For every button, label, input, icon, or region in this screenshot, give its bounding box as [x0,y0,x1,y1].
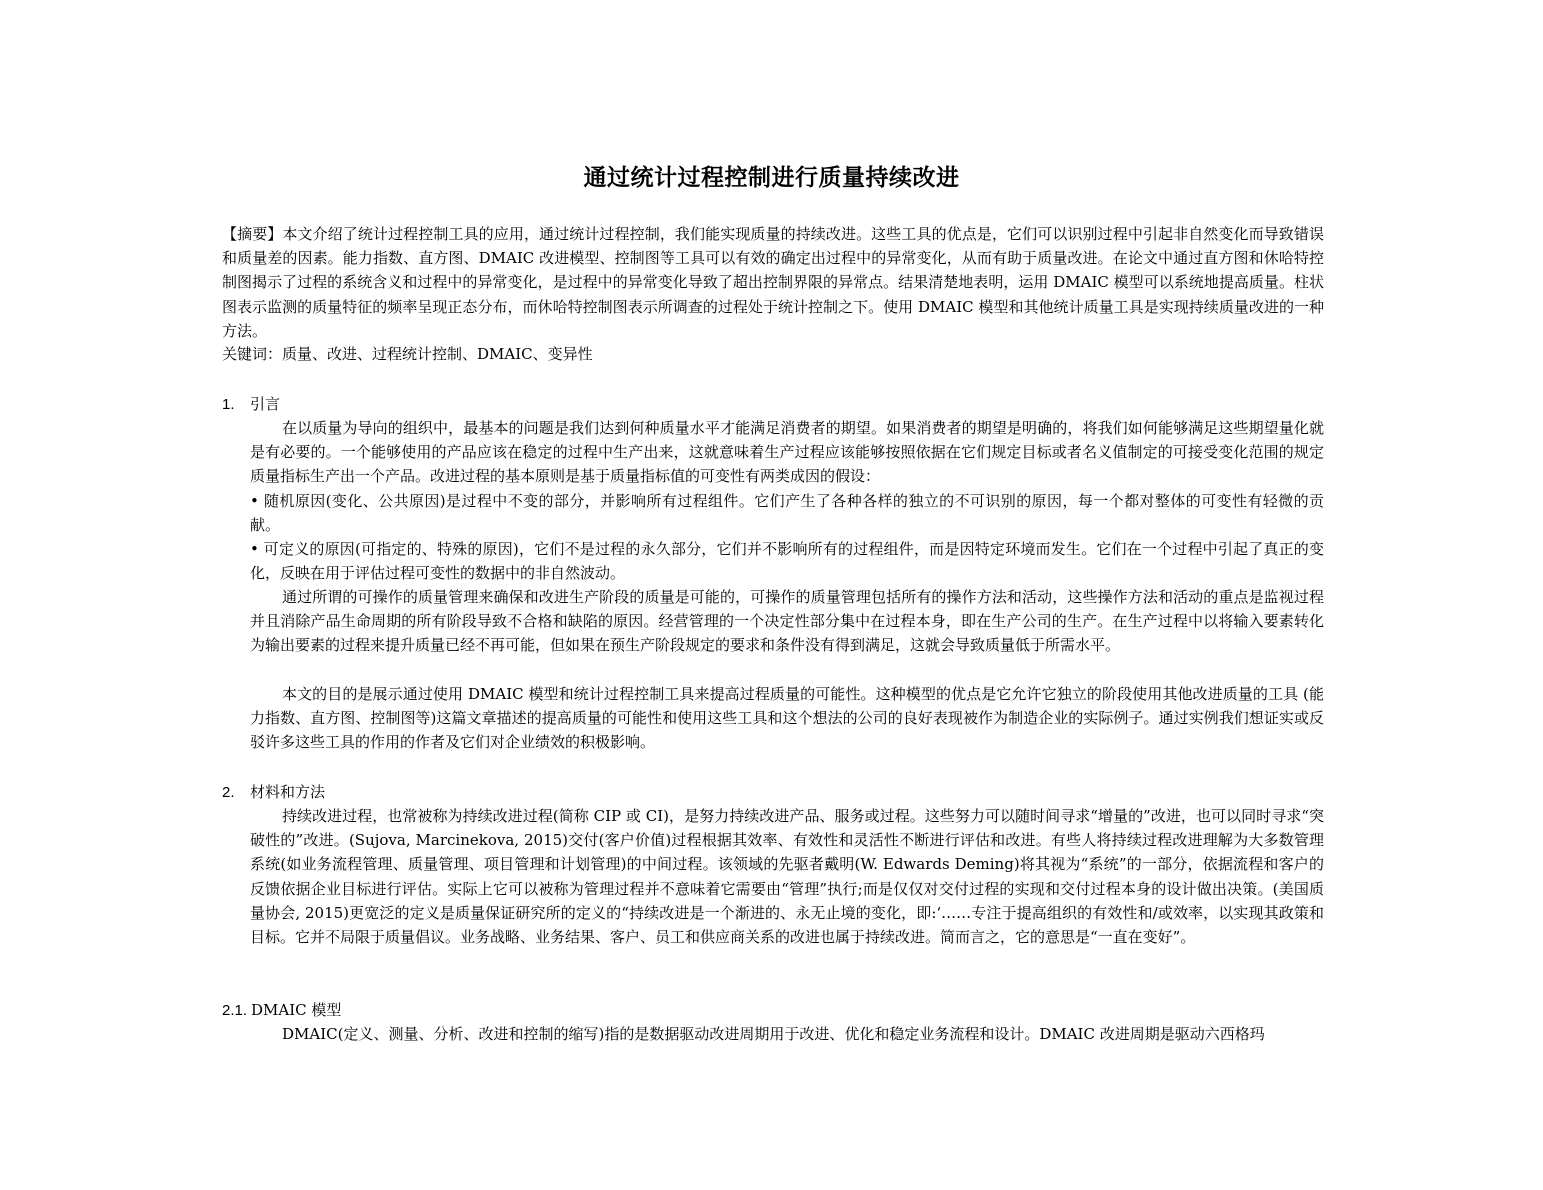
section-number: 2. [222,784,235,801]
methods-paragraph-1: 持续改进过程，也常被称为持续改进过程(简称 CIP 或 CI)，是努力持续改进产品、服务或过程。这些努力可以随时间寻求“增量的”改进，也可以同时寻求“突破性的”改进。(Sujova, Marcinekova, 2015)交付(客户价值)过程根据其效率、有效性和灵活性不断进行评估和改进。有些人将持续过程改进理解为大多数管理系统(如业务流程管理、质量管理、项目管理和计划管理)的中间过程。该领域的先驱者戴明(W. Edwards Deming)将其视为“系统”的一部分，依据流程和客户的反馈依据企业目标进行评估。实际上它可以被称为管理过程并不意味着它需要由“管理”执行;而是仅仅对交付过程的实现和交付过程本身的设计做出决策。(美国质量协会, 2015)更宽泛的定义是质量保证研究所的定义的“持续改进是一个渐进的、永无止境的变化，即:‘……专注于提高组织的有效性和/或效率，以实现其政策和目标。它并不局限于质量倡议。业务战略、业务结果、客户、员工和供应商关系的改进也属于持续改进。简而言之，它的意思是“一直在变好”。 [250,807,1324,947]
section-heading-materials-methods [222,780,325,805]
subsection-title: DMAIC 模型 [251,1001,342,1019]
dmaic-paragraph-1: DMAIC(定义、测量、分析、改进和控制的缩写)指的是数据驱动改进周期用于改进、优化和稳定业务流程和设计。DMAIC 改进周期是驱动六西格玛 [282,1025,1265,1043]
intro-paragraph-1: 在以质量为导向的组织中，最基本的问题是我们达到何种质量水平才能满足消费者的期望。如果消费者的期望是明确的，将我们如何能够满足这些期望量化就是有必要的。一个能够使用的产品应该在稳定的过程中生产出来，这就意味着生产过程应该能够按照依据在它们规定目标或者名义值制定的可接受变化范围的规定质量指标生产出一个产品。改进过程的基本原则是基于质量指标值的可变性有两类成因的假设： [250,419,1324,486]
subsection-number: 2.1. [222,1002,248,1019]
intro-bullet-random-causes: • 随机原因(变化、公共原因)是过程中不变的部分，并影响所有过程组件。它们产生了各种各样的独立的不可识别的原因，每一个都对整体的可变性有轻微的贡献。 [250,492,1324,535]
paper-title: 通过统计过程控制进行质量持续改进 [583,164,960,191]
abstract-paragraph: 【摘要】本文介绍了统计过程控制工具的应用，通过统计过程控制，我们能实现质量的持续改进。这些工具的优点是，它们可以识别过程中引起非自然变化而导致错误和质量差的因素。能力指数、直方图、DMAIC 改进模型、控制图等工具可以有效的确定出过程中的异常变化，从而有助于质量改进。在论文中通过直方图和休哈特控制图揭示了过程的系统含义和过程中的异常变化，是过程中的异常变化导致了超出控制界限的异常点。结果清楚地表明，运用 DMAIC 模型可以系统地提高质量。柱状图表示监测的质量特征的频率呈现正态分布，而休哈特控制图表示所调查的过程处于统计控制之下。使用 DMAIC 模型和其他统计质量工具是实现持续质量改进的一种方法。 [222,225,1324,340]
intro-bullet-assignable-causes: • 可定义的原因(可指定的、特殊的原因)，它们不是过程的永久部分，它们并不影响所有的过程组件，而是因特定环境而发生。它们在一个过程中引起了真正的变化，反映在用于评估过程可变性的数据中的非自然波动。 [250,540,1324,583]
subsection-heading-dmaic [222,998,341,1023]
keywords-line: 关键词：质量、改进、过程统计控制、DMAIC、变异性 [222,345,593,363]
intro-paragraph-2: 通过所谓的可操作的质量管理来确保和改进生产阶段的质量是可能的，可操作的质量管理包括所有的操作方法和活动，这些操作方法和活动的重点是监视过程并且消除产品生命周期的所有阶段导致不合格和缺陷的原因。经营管理的一个决定性部分集中在过程本身，即在生产公司的生产。在生产过程中以将输入要素转化为输出要素的过程来提升质量已经不再可能，但如果在预生产阶段规定的要求和条件没有得到满足，这就会导致质量低于所需水平。 [250,588,1324,655]
intro-paragraph-3: 本文的目的是展示通过使用 DMAIC 模型和统计过程控制工具来提高过程质量的可能性。这种模型的优点是它允许它独立的阶段使用其他改进质量的工具 (能力指数、直方图、控制图等)这篇文章描述的提高质量的可能性和使用这些工具和这个想法的公司的良好表现被作为制造企业的实际例子。通过实例我们想证实或反驳许多这些工具的作用的作者及它们对企业绩效的积极影响。 [250,685,1324,752]
section-title: 材料和方法 [250,783,326,801]
section-heading-introduction [222,392,280,417]
section-number: 1. [222,396,235,413]
section-title: 引言 [250,395,281,413]
